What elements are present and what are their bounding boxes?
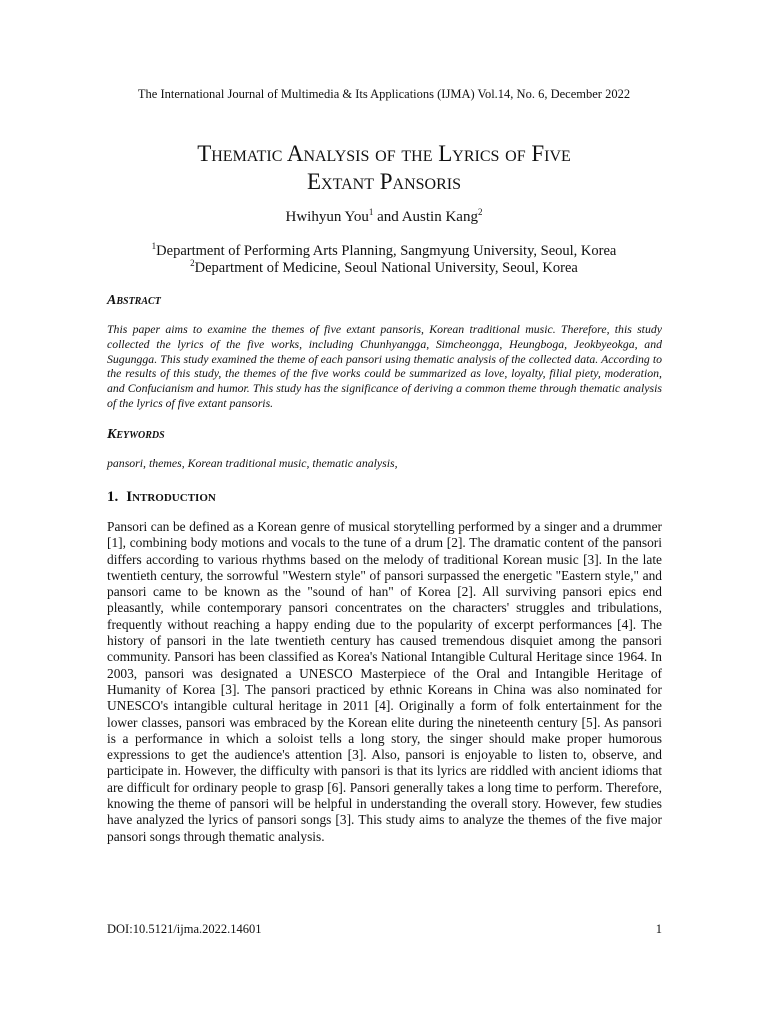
journal-header: The International Journal of Multimedia & Its Applications (IJMA) Vol.14, No. 6, December 2022 [137,87,631,101]
affil-text: Department of Performing Arts Planning, Sangmyung University, Seoul, Korea [156,243,617,259]
affiliation-2 [0,260,768,277]
author-separator: and [373,209,402,225]
introduction-heading [107,489,216,506]
author-affil-marker: 1 [368,207,374,217]
keywords-heading: Keywords [107,427,165,442]
abstract-heading: Abstract [107,293,161,308]
introduction-text: Pansori can be defined as a Korean genre of musical storytelling performed by a singer and a drummer [1], combining body motions and vocals to the tune of a drum [2]. The dramatic content of the pansori differs according to various rhythms based on the melody of traditional Korean music [3]. In the late twentieth century, the sorrowful "Western style" of pansori surpassed the energetic "Eastern style," and pansori came to be known as the "sound of han" of Korea [2]. All surviving pansori epics end pleasantly, while contemporary pansori concentrates on the characters' struggles and tribulations, frequently without reaching a happy ending due to the popularity of excerpt performances [4]. The history of pansori in the late twentieth century has caused tremendous disquiet among the pansori community. Pansori has been classified as Korea's National Intangible Cultural Heritage since 1964. In 2003, pansori was designated a UNESCO Masterpiece of the Oral and Intangible Heritage of Humanity of Korea [3]. The pansori practiced by ethnic Koreans in China was also nominated for UNESCO's intangible cultural heritage in 2011 [4]. Originally a form of folk entertainment for the lower classes, pansori was embraced by the Korean elite during the nineteenth century [5]. As pansori is a performance in which a soloist tells a long story, the singer should make proper humorous expressions to get the audience's attention [3]. Also, pansori is enjoyable to listen to, observe, and participate in. However, the difficulty with pansori is that its lyrics are riddled with ancient idioms that are difficult for ordinary people to grasp [6]. Pansori generally takes a long time to perform. Therefore, knowing the theme of pansori will be helpful in understanding the overall story. However, few studies have analyzed the lyrics of pansori songs [3]. This study aims to analyze the themes of the five major pansori songs through thematic analysis. [107,519,662,844]
section-title: Introduction [126,489,216,505]
author-line [0,209,768,226]
abstract-text: This paper aims to examine the themes of five extant pansoris, Korean traditional music. Therefore, this study collected the lyrics of the five works, including Chunhyangga, Simcheongga, Heungboga, Jeokbyeokga, and Sugungga. This study examined the theme of each pansori using thematic analysis of the collected data. According to the results of this study, the themes of the five works could be summarized as love, loyalty, filial piety, moderation, and Confucianism and humor. This study has the significance of deriving a common theme through thematic analysis of the lyrics of five extant pansoris. [107,322,662,410]
doi-footer: DOI:10.5121/ijma.2022.14601 [107,922,262,936]
affil-marker: 1 [151,241,157,252]
author-name: Austin Kang [401,209,478,225]
keywords-text: pansori, themes, Korean traditional music, thematic analysis, [107,456,398,470]
affil-marker: 2 [190,258,195,269]
title-line-1: Thematic Analysis of the Lyrics of Five [197,141,571,166]
author-affil-marker: 2 [477,207,483,217]
title-line-2: Extant Pansoris [307,169,461,194]
affiliation-1 [0,243,768,260]
section-number: 1. [107,489,119,505]
author-name: Hwihyun You [285,209,369,225]
paper-title [84,140,684,196]
affiliations [0,243,768,277]
affil-text: Department of Medicine, Seoul National University, Seoul, Korea [194,260,578,276]
page-number: 1 [655,922,662,936]
